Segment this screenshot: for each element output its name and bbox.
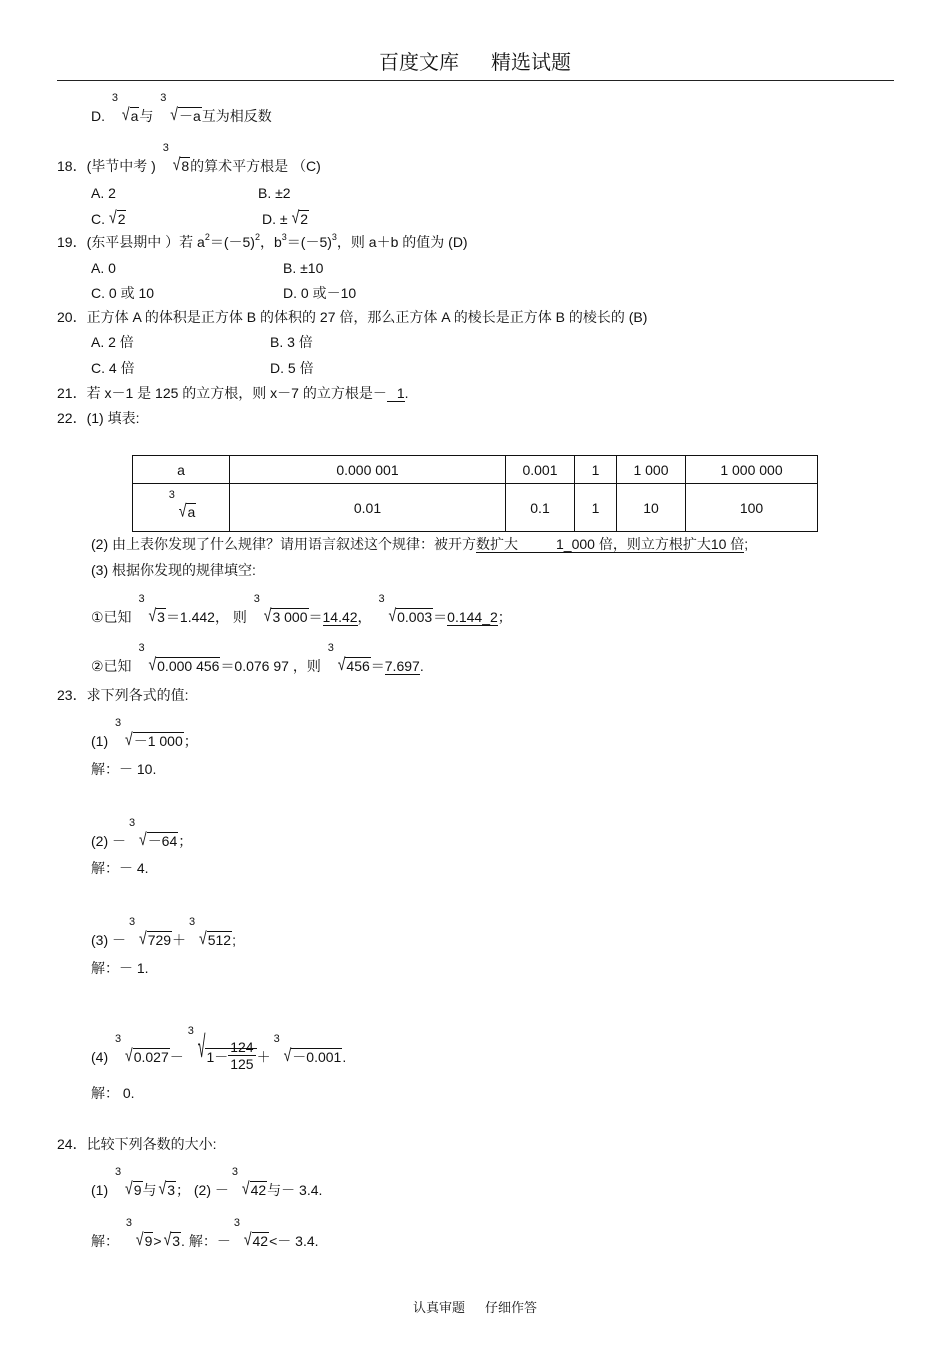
q19-option-d: D. 0 或－10 — [283, 285, 357, 301]
q23-part3: (3) － 3 √729＋ 3 √512; — [91, 916, 236, 948]
cube-root: 3 √9 — [125, 1217, 153, 1249]
cube-root: 3 √42 — [233, 1217, 269, 1249]
q19-option-a: A. 0 — [91, 260, 116, 276]
q20-stem: 20．正方体 A 的体积是正方体 B 的体积的 27 倍，那么正方体 A 的棱长是正方体 B 的棱长的 (B) — [57, 309, 648, 325]
q23-stem: 23．求下列各式的值: — [57, 687, 189, 703]
q22-line1: ①已知 3 √3＝1.442， 则 3 √3 000＝14.42， 3 √0.003＝0.144_2； — [91, 593, 512, 625]
q18-option-c: C. √2 — [91, 206, 126, 227]
q23-part4: (4) 3 √0.027－ 3 √1－ $\frac{124}{125}$ ＋ 3 √－0.001. — [91, 1042, 346, 1075]
table-cell: 0.000 001 — [230, 456, 506, 484]
footer-text: 认真审题 仔细作答 — [412, 1301, 538, 1316]
cube-root: 3 √42 — [231, 1166, 267, 1198]
q19-option-c: C. 0 或 10 — [91, 285, 155, 301]
q23-solution4: 解： 0. — [91, 1085, 135, 1101]
q19-stem: 19．(东平县期中 ）若 $a^2=(-5)^2$，$b^3=(-5)^3$，则 a＋b 的值为 (D) — [57, 232, 468, 250]
q18-option-b: B. ±2 — [258, 185, 291, 201]
answer-blank: 0.144_2 — [447, 609, 498, 625]
table-cell: 1 000 — [617, 456, 686, 484]
q24-line1: (1) 3 √9与 √3； (2) － 3 √42与－ 3.4. — [91, 1166, 323, 1198]
q23-solution3: 解：－ 1. — [91, 960, 149, 976]
q22-line2: ②已知 3 √0.000 456＝0.076 97 ，则 3 √456＝7.697. — [91, 642, 424, 674]
table-cell: 0.001 — [506, 456, 575, 484]
cube-root: 3 √－0.001 — [273, 1033, 342, 1066]
cube-root-table — [132, 455, 818, 532]
q17-option-d: D. 3 √a与 3 √－a互为相反数 — [91, 92, 272, 124]
q23-part2: (2) － 3 √－64； — [91, 817, 193, 849]
table-cell: 1 — [575, 484, 617, 532]
header-right-text: 精选试题 — [491, 50, 571, 74]
q18-option-a: A. 2 — [91, 185, 116, 201]
cube-root: 3 √8 — [162, 142, 190, 174]
table-cell: 1 000 000 — [686, 456, 818, 484]
cube-root: 3 √a — [111, 92, 139, 124]
square-root: √3 — [163, 1228, 181, 1249]
q20-option-c: C. 4 倍 — [91, 360, 135, 376]
cube-root: 3 √456 — [327, 642, 370, 674]
q23-solution1: 解：－ 10. — [91, 761, 157, 777]
cube-root: 3 √512 — [189, 916, 232, 948]
q22-part2: (2) 由上表你发现了什么规律？请用语言叙述这个规律：被开方数扩大 1_000 倍，则立方根扩大10 倍; — [91, 536, 749, 552]
table-cell: a — [133, 456, 230, 484]
cube-root: 3 √－a — [160, 92, 201, 124]
q18-stem: 18．(毕节中考 ) 3 √8的算术平方根是 （C) — [57, 142, 321, 174]
q18-option-d: D. ± √2 — [262, 206, 309, 227]
q22-part3: (3) 根据你发现的规律填空: — [91, 562, 256, 578]
q21-answer: 1 — [387, 385, 405, 402]
cube-root: 3 √3 — [138, 593, 165, 625]
square-root: √2 — [291, 206, 309, 227]
cube-root: 3 √0.027 — [115, 1033, 169, 1066]
q20-option-a: A. 2 倍 — [91, 334, 134, 350]
header-left-text: 百度文库 — [379, 50, 459, 74]
cube-root: 3 √－1 000 — [115, 717, 183, 749]
table-cell: 0.01 — [230, 484, 506, 532]
q20-option-b: B. 3 倍 — [270, 334, 313, 350]
q23-solution2: 解：－ 4. — [91, 860, 149, 876]
table-cell: 10 — [617, 484, 686, 532]
q20-option-d: D. 5 倍 — [270, 360, 314, 376]
answer-blank: 14.42 — [322, 609, 358, 625]
cube-root: 3 √9 — [115, 1166, 142, 1198]
answer-blank: 7.697 — [384, 658, 420, 674]
table-cell: 100 — [686, 484, 818, 532]
square-root: √2 — [109, 206, 126, 227]
header-rule — [57, 80, 894, 81]
table-cell: 1 — [575, 456, 617, 484]
table-row — [133, 484, 818, 532]
cube-root: 3 √a — [168, 488, 196, 520]
q24-line2: 解： 3 √9> √3. 解：－ 3 √42<－ 3.4. — [91, 1217, 319, 1249]
q19-option-b: B. ±10 — [283, 260, 324, 276]
cube-root: 3 √3 000 — [253, 593, 308, 625]
q24-stem: 24．比较下列各数的大小: — [57, 1136, 217, 1152]
cube-root: 3 √－64 — [129, 817, 178, 849]
header-title — [0, 50, 950, 74]
cube-root: 3 √729 — [129, 916, 172, 948]
square-root: √3 — [158, 1177, 175, 1198]
cube-root: 3 √0.000 456 — [138, 642, 220, 674]
table-cell: 0.1 — [506, 484, 575, 532]
q23-part1: (1) 3 √－1 000； — [91, 717, 198, 749]
table-row — [133, 456, 818, 484]
cube-root-fraction: 3 √1－ $\frac{124}{125}$ — [198, 1042, 257, 1075]
q21-stem: 21．若 x－1 是 125 的立方根，则 x－7 的立方根是－ 1. — [57, 385, 409, 401]
cube-root: 3 √0.003 — [378, 593, 433, 625]
q22-stem: 22．(1) 填表: — [57, 410, 140, 426]
table-cell — [133, 484, 230, 532]
